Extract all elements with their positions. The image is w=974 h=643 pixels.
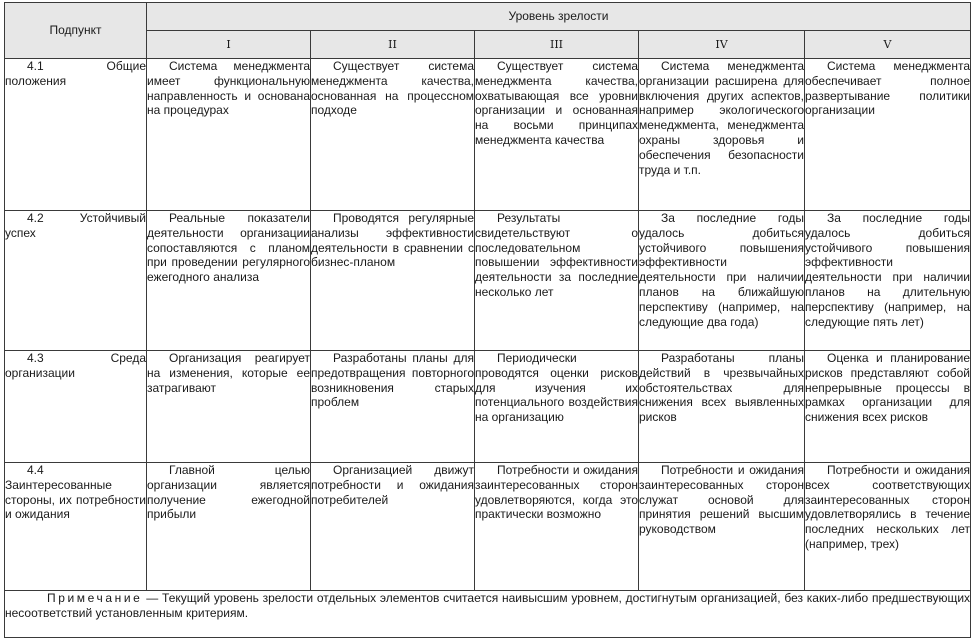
level-5-cell: За последние годы удалось добиться устойчивого повышения эффективности деятельности при наличии планов на длительную перспективу (например, на следующие пять лет)	[805, 211, 971, 351]
level-4-cell: Система менеджмента организации расширена для включения других аспектов, например экологического менеджмента, менеджмента охраны здоровья и обеспечения безопасности труда и т.п.	[639, 59, 805, 211]
table-row	[5, 59, 971, 211]
header-maturity-level: Уровень зрелости	[147, 3, 971, 31]
level-3-cell: Существует система менеджмента качества, охватывающая все уровни организации и основанная на восьми принципах менеджмента качества	[475, 59, 639, 211]
header-level-3: III	[475, 31, 639, 59]
level-1-cell: Организация реагирует на изменения, которые ее затрагивают	[147, 351, 311, 463]
subitem-cell: 4.1 Общие положения	[5, 59, 147, 211]
header-subitem: Подпункт	[5, 3, 147, 59]
level-2-cell: Разработаны планы для предотвращения повторного возникновения старых проблем	[311, 351, 475, 463]
table-header-row	[5, 3, 971, 31]
level-4-cell: Потребности и ожидания заинтересованных сторон служат основой для принятия решений высшим руководством	[639, 463, 805, 591]
header-level-5: V	[805, 31, 971, 59]
table-row	[5, 211, 971, 351]
level-4-cell: Разработаны планы действий в чрезвычайных обстоятельствах для снижения всех выявленных рисков	[639, 351, 805, 463]
subitem-cell: 4.3 Среда организации	[5, 351, 147, 463]
table-row	[5, 351, 971, 463]
note-row	[5, 591, 971, 638]
header-level-4: IV	[639, 31, 805, 59]
level-5-cell: Потребности и ожидания всех соответствующих заинтересованных сторон удовлетворялись в течение последних нескольких лет (например, трех)	[805, 463, 971, 591]
table-header-levels-row	[5, 31, 971, 59]
level-1-cell: Реальные показатели деятельности организации сопоставляются с планом при проведении регулярного ежегодного анализа	[147, 211, 311, 351]
note-text: — Текущий уровень зрелости отдельных элементов считается наивысшим уровнем, достигнутым организацией, без каких-либо предшествующих несоответствий установленным критериям.	[5, 591, 971, 620]
subitem-cell: 4.2 Устойчивый успех	[5, 211, 147, 351]
level-3-cell: Периодически проводятся оценки рисков для изучения их потенциального воздействия на организацию	[475, 351, 639, 463]
level-2-cell: Существует система менеджмента качества, основанная на процессном подходе	[311, 59, 475, 211]
level-1-cell: Главной целью организации является получение ежегодной прибыли	[147, 463, 311, 591]
level-5-cell: Система менеджмента обеспечивает полное развертывание политики организации	[805, 59, 971, 211]
header-level-2: II	[311, 31, 475, 59]
maturity-level-table	[4, 2, 971, 638]
level-2-cell: Организацией движут потребности и ожидания потребителей	[311, 463, 475, 591]
subitem-cell: 4.4 Заинтересованные стороны, их потребности и ожидания	[5, 463, 147, 591]
level-3-cell: Потребности и ожидания заинтересованных сторон удовлетворяются, когда это практически возможно	[475, 463, 639, 591]
level-4-cell: За последние годы удалось добиться устойчивого повышения эффективности деятельности при наличии планов на ближайшую перспективу (например, на следующие два года)	[639, 211, 805, 351]
note-label: Примечание	[47, 591, 143, 605]
level-2-cell: Проводятся регулярные анализы эффективности деятельности в сравнении с бизнес-планом	[311, 211, 475, 351]
level-1-cell: Система менеджмента имеет функциональную направленность и основана на процедурах	[147, 59, 311, 211]
table-row	[5, 463, 971, 591]
level-3-cell: Результаты свидетельствуют о последовательном повышении эффективности деятельности за последние несколько лет	[475, 211, 639, 351]
header-level-1: I	[147, 31, 311, 59]
level-5-cell: Оценка и планирование рисков представляют собой непрерывные процессы в рамках организации для снижения всех рисков	[805, 351, 971, 463]
table-note	[5, 591, 971, 638]
